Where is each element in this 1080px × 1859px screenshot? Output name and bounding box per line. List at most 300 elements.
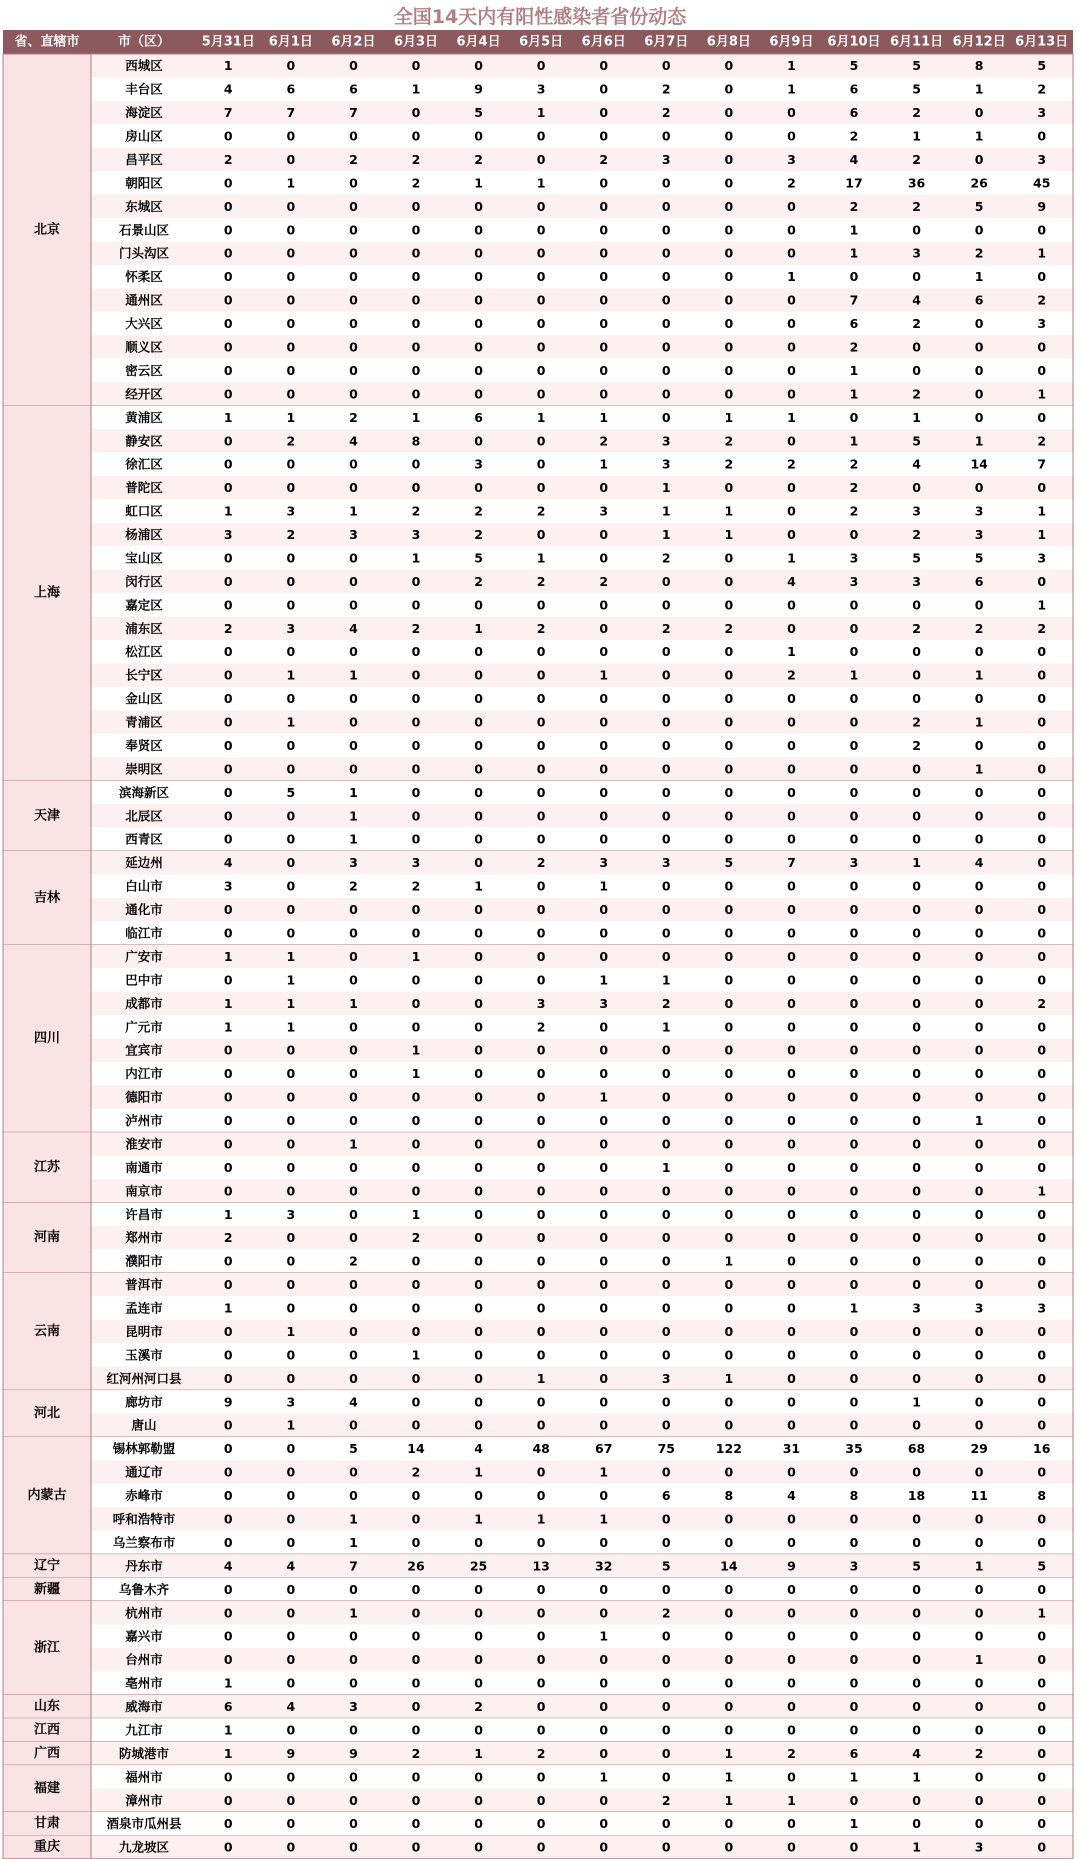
value-cell: 0 bbox=[474, 1417, 483, 1433]
value-cell: 0 bbox=[974, 1370, 984, 1386]
value-cell: 1 bbox=[849, 386, 859, 402]
value-cell: 0 bbox=[849, 995, 859, 1011]
value-cell: 0 bbox=[661, 1464, 671, 1480]
value-cell: 0 bbox=[474, 339, 483, 355]
city-label: 漳州市 bbox=[125, 1792, 163, 1808]
value-cell: 0 bbox=[599, 81, 609, 97]
value-cell: 0 bbox=[849, 1253, 859, 1269]
value-cell: 0 bbox=[349, 1769, 358, 1785]
value-cell: 0 bbox=[599, 1816, 609, 1832]
value-cell: 0 bbox=[536, 362, 546, 378]
value-cell: 0 bbox=[974, 1394, 984, 1410]
value-cell: 0 bbox=[349, 222, 358, 238]
value-cell: 0 bbox=[1037, 1792, 1047, 1808]
value-cell: 0 bbox=[474, 1066, 483, 1082]
value-cell: 0 bbox=[536, 1159, 546, 1175]
value-cell: 0 bbox=[223, 1253, 233, 1269]
table-row bbox=[91, 992, 1073, 1015]
value-cell: 0 bbox=[599, 1581, 609, 1597]
value-cell: 0 bbox=[349, 1675, 358, 1691]
value-cell: 0 bbox=[724, 831, 734, 847]
value-cell: 0 bbox=[1037, 1417, 1047, 1433]
value-cell: 0 bbox=[411, 691, 421, 707]
value-cell: 0 bbox=[974, 995, 984, 1011]
table-row bbox=[91, 874, 1073, 897]
value-cell: 2 bbox=[536, 573, 546, 589]
value-cell: 1 bbox=[974, 1113, 984, 1129]
value-cell: 0 bbox=[349, 362, 358, 378]
value-cell: 7 bbox=[286, 105, 296, 121]
value-cell: 0 bbox=[661, 737, 671, 753]
value-cell: 0 bbox=[787, 1511, 796, 1527]
value-cell: 0 bbox=[286, 1652, 296, 1668]
value-cell: 3 bbox=[912, 245, 921, 261]
value-cell: 1 bbox=[349, 1605, 358, 1621]
value-cell: 0 bbox=[349, 1628, 358, 1644]
value-cell: 0 bbox=[286, 902, 296, 918]
value-cell: 0 bbox=[536, 1488, 546, 1504]
value-cell: 4 bbox=[912, 292, 921, 308]
value-cell: 0 bbox=[411, 1488, 421, 1504]
value-cell: 0 bbox=[1037, 1745, 1047, 1761]
value-cell: 0 bbox=[661, 1699, 671, 1715]
table-row bbox=[91, 1484, 1073, 1507]
value-cell: 0 bbox=[724, 948, 734, 964]
value-cell: 0 bbox=[974, 480, 984, 496]
value-cell: 2 bbox=[411, 151, 421, 167]
value-cell: 2 bbox=[974, 620, 984, 636]
value-cell: 0 bbox=[286, 386, 296, 402]
value-cell: 0 bbox=[474, 644, 483, 660]
value-cell: 0 bbox=[536, 1464, 546, 1480]
value-cell: 0 bbox=[661, 1745, 671, 1761]
value-cell: 0 bbox=[849, 1628, 859, 1644]
value-cell: 0 bbox=[286, 128, 296, 144]
value-cell: 0 bbox=[349, 386, 358, 402]
value-cell: 32 bbox=[595, 1558, 613, 1574]
value-cell: 0 bbox=[787, 1277, 796, 1293]
value-cell: 0 bbox=[661, 1347, 671, 1363]
value-cell: 2 bbox=[411, 878, 421, 894]
value-cell: 0 bbox=[599, 58, 609, 74]
value-cell: 0 bbox=[912, 1534, 921, 1550]
value-cell: 0 bbox=[286, 597, 296, 613]
value-cell: 5 bbox=[974, 550, 984, 566]
table-row bbox=[91, 1624, 1073, 1647]
value-cell: 0 bbox=[787, 292, 796, 308]
value-cell: 1 bbox=[974, 761, 984, 777]
table-row bbox=[91, 828, 1073, 851]
value-cell: 0 bbox=[286, 316, 296, 332]
value-cell: 0 bbox=[411, 1628, 421, 1644]
value-cell: 1 bbox=[411, 409, 421, 425]
value-cell: 0 bbox=[661, 1136, 671, 1152]
value-cell: 0 bbox=[1037, 972, 1047, 988]
value-cell: 0 bbox=[474, 292, 483, 308]
value-cell: 0 bbox=[223, 245, 233, 261]
value-cell: 29 bbox=[970, 1441, 988, 1457]
value-cell: 0 bbox=[724, 245, 734, 261]
value-cell: 0 bbox=[787, 1323, 796, 1339]
value-cell: 0 bbox=[724, 597, 734, 613]
value-cell: 0 bbox=[787, 1253, 796, 1269]
value-cell: 0 bbox=[411, 1370, 421, 1386]
value-cell: 0 bbox=[223, 1628, 233, 1644]
value-cell: 0 bbox=[974, 784, 984, 800]
value-cell: 1 bbox=[223, 58, 233, 74]
value-cell: 0 bbox=[411, 245, 421, 261]
value-cell: 0 bbox=[223, 972, 233, 988]
value-cell: 1 bbox=[1037, 503, 1047, 519]
value-cell: 0 bbox=[661, 386, 671, 402]
value-cell: 0 bbox=[349, 644, 358, 660]
value-cell: 0 bbox=[1037, 1699, 1047, 1715]
value-cell: 1 bbox=[349, 995, 358, 1011]
value-cell: 0 bbox=[849, 714, 859, 730]
value-cell: 0 bbox=[724, 1089, 734, 1105]
value-cell: 0 bbox=[599, 386, 609, 402]
city-label: 宝山区 bbox=[125, 550, 163, 566]
value-cell: 0 bbox=[912, 1323, 921, 1339]
table-row bbox=[91, 734, 1073, 757]
table-row bbox=[91, 54, 1073, 77]
value-cell: 0 bbox=[787, 1206, 796, 1222]
value-cell: 0 bbox=[536, 1113, 546, 1129]
value-cell: 0 bbox=[787, 316, 796, 332]
value-cell: 0 bbox=[411, 292, 421, 308]
header-date: 6月1日 bbox=[268, 34, 313, 50]
value-cell: 0 bbox=[286, 1253, 296, 1269]
value-cell: 6 bbox=[349, 81, 358, 97]
value-cell: 5 bbox=[974, 198, 984, 214]
value-cell: 45 bbox=[1033, 175, 1051, 191]
value-cell: 0 bbox=[223, 222, 233, 238]
value-cell: 11 bbox=[970, 1488, 988, 1504]
value-cell: 0 bbox=[724, 644, 734, 660]
value-cell: 16 bbox=[1033, 1441, 1051, 1457]
value-cell: 0 bbox=[724, 972, 734, 988]
value-cell: 0 bbox=[223, 128, 233, 144]
value-cell: 0 bbox=[787, 1839, 796, 1855]
city-label: 嘉兴市 bbox=[125, 1628, 163, 1644]
value-cell: 0 bbox=[223, 480, 233, 496]
value-cell: 0 bbox=[661, 292, 671, 308]
value-cell: 0 bbox=[349, 1488, 358, 1504]
value-cell: 36 bbox=[907, 175, 926, 191]
table-row bbox=[91, 1109, 1073, 1132]
value-cell: 0 bbox=[724, 737, 734, 753]
value-cell: 0 bbox=[599, 105, 609, 121]
table-row bbox=[91, 945, 1073, 968]
value-cell: 0 bbox=[974, 386, 984, 402]
value-cell: 1 bbox=[411, 81, 421, 97]
value-cell: 1 bbox=[286, 948, 296, 964]
value-cell: 0 bbox=[349, 948, 358, 964]
value-cell: 0 bbox=[787, 691, 796, 707]
value-cell: 0 bbox=[787, 480, 796, 496]
city-label: 杭州市 bbox=[125, 1605, 163, 1621]
value-cell: 2 bbox=[912, 620, 921, 636]
value-cell: 0 bbox=[974, 151, 984, 167]
value-cell: 0 bbox=[474, 1394, 483, 1410]
value-cell: 0 bbox=[912, 1464, 921, 1480]
value-cell: 0 bbox=[661, 1534, 671, 1550]
value-cell: 1 bbox=[349, 667, 358, 683]
value-cell: 0 bbox=[787, 503, 796, 519]
value-cell: 2 bbox=[912, 386, 921, 402]
value-cell: 0 bbox=[286, 362, 296, 378]
value-cell: 1 bbox=[912, 409, 921, 425]
value-cell: 2 bbox=[912, 737, 921, 753]
value-cell: 0 bbox=[349, 972, 358, 988]
value-cell: 4 bbox=[849, 151, 859, 167]
table-row bbox=[91, 1390, 1073, 1413]
value-cell: 0 bbox=[849, 1722, 859, 1738]
value-cell: 0 bbox=[223, 1605, 233, 1621]
value-cell: 2 bbox=[661, 995, 671, 1011]
value-cell: 1 bbox=[849, 245, 859, 261]
value-cell: 0 bbox=[849, 1699, 859, 1715]
value-cell: 1 bbox=[599, 1769, 609, 1785]
value-cell: 6 bbox=[849, 81, 859, 97]
city-label: 怀柔区 bbox=[125, 269, 163, 285]
value-cell: 0 bbox=[474, 1347, 483, 1363]
value-cell: 0 bbox=[1037, 831, 1047, 847]
value-cell: 0 bbox=[286, 1792, 296, 1808]
value-cell: 2 bbox=[474, 1699, 483, 1715]
value-cell: 0 bbox=[223, 1136, 233, 1152]
value-cell: 0 bbox=[286, 831, 296, 847]
value-cell: 0 bbox=[286, 1136, 296, 1152]
value-cell: 0 bbox=[912, 644, 921, 660]
value-cell: 0 bbox=[849, 1066, 859, 1082]
value-cell: 1 bbox=[536, 105, 546, 121]
value-cell: 0 bbox=[223, 1089, 233, 1105]
value-cell: 3 bbox=[661, 1370, 671, 1386]
city-label: 赤峰市 bbox=[125, 1488, 163, 1504]
value-cell: 0 bbox=[599, 691, 609, 707]
value-cell: 0 bbox=[912, 1605, 921, 1621]
header-city: 市（区） bbox=[117, 34, 171, 50]
value-cell: 0 bbox=[787, 1230, 796, 1246]
value-cell: 1 bbox=[223, 1300, 233, 1316]
value-cell: 9 bbox=[1037, 198, 1047, 214]
value-cell: 0 bbox=[349, 1277, 358, 1293]
value-cell: 0 bbox=[912, 1042, 921, 1058]
value-cell: 1 bbox=[286, 1323, 296, 1339]
value-cell: 6 bbox=[286, 81, 296, 97]
table-row bbox=[91, 1437, 1073, 1460]
value-cell: 0 bbox=[474, 1628, 483, 1644]
value-cell: 0 bbox=[912, 761, 921, 777]
value-cell: 0 bbox=[974, 1066, 984, 1082]
value-cell: 0 bbox=[661, 128, 671, 144]
value-cell: 0 bbox=[223, 1277, 233, 1293]
value-cell: 14 bbox=[970, 456, 988, 472]
value-cell: 0 bbox=[974, 1230, 984, 1246]
value-cell: 0 bbox=[411, 1089, 421, 1105]
value-cell: 0 bbox=[474, 1370, 483, 1386]
value-cell: 0 bbox=[411, 1417, 421, 1433]
value-cell: 0 bbox=[912, 925, 921, 941]
value-cell: 1 bbox=[787, 58, 796, 74]
value-cell: 0 bbox=[599, 597, 609, 613]
value-cell: 0 bbox=[912, 1136, 921, 1152]
value-cell: 0 bbox=[474, 1113, 483, 1129]
value-cell: 0 bbox=[599, 1722, 609, 1738]
value-cell: 0 bbox=[536, 714, 546, 730]
value-cell: 0 bbox=[849, 831, 859, 847]
value-cell: 0 bbox=[912, 1277, 921, 1293]
city-label: 玉溪市 bbox=[125, 1347, 163, 1363]
value-cell: 0 bbox=[661, 1417, 671, 1433]
value-cell: 1 bbox=[661, 480, 671, 496]
value-cell: 0 bbox=[974, 1464, 984, 1480]
value-cell: 0 bbox=[223, 1159, 233, 1175]
value-cell: 0 bbox=[599, 1159, 609, 1175]
value-cell: 0 bbox=[411, 1277, 421, 1293]
value-cell: 0 bbox=[787, 1042, 796, 1058]
value-cell: 0 bbox=[223, 1769, 233, 1785]
value-cell: 0 bbox=[849, 808, 859, 824]
value-cell: 0 bbox=[849, 972, 859, 988]
value-cell: 0 bbox=[724, 1605, 734, 1621]
value-cell: 0 bbox=[599, 527, 609, 543]
value-cell: 2 bbox=[411, 1745, 421, 1761]
value-cell: 0 bbox=[849, 1605, 859, 1621]
value-cell: 5 bbox=[661, 1558, 671, 1574]
value-cell: 0 bbox=[724, 316, 734, 332]
value-cell: 0 bbox=[411, 1652, 421, 1668]
value-cell: 6 bbox=[223, 1699, 233, 1715]
value-cell: 0 bbox=[787, 784, 796, 800]
value-cell: 0 bbox=[286, 1722, 296, 1738]
value-cell: 0 bbox=[411, 573, 421, 589]
value-cell: 1 bbox=[787, 269, 796, 285]
value-cell: 0 bbox=[223, 1323, 233, 1339]
value-cell: 0 bbox=[349, 1300, 358, 1316]
value-cell: 0 bbox=[787, 902, 796, 918]
value-cell: 0 bbox=[474, 1230, 483, 1246]
value-cell: 0 bbox=[974, 972, 984, 988]
value-cell: 0 bbox=[974, 409, 984, 425]
value-cell: 0 bbox=[536, 1089, 546, 1105]
value-cell: 0 bbox=[1037, 1581, 1047, 1597]
city-label: 孟连市 bbox=[125, 1300, 163, 1316]
value-cell: 0 bbox=[599, 550, 609, 566]
value-cell: 1 bbox=[599, 409, 609, 425]
value-cell: 1 bbox=[536, 409, 546, 425]
value-cell: 9 bbox=[787, 1558, 796, 1574]
value-cell: 0 bbox=[912, 1206, 921, 1222]
value-cell: 0 bbox=[724, 550, 734, 566]
province-label: 新疆 bbox=[33, 1581, 61, 1597]
value-cell: 0 bbox=[286, 1488, 296, 1504]
province-label: 江苏 bbox=[33, 1159, 61, 1175]
city-label: 淮安市 bbox=[125, 1136, 163, 1152]
value-cell: 0 bbox=[286, 1066, 296, 1082]
value-cell: 0 bbox=[411, 1839, 421, 1855]
value-cell: 0 bbox=[912, 995, 921, 1011]
value-cell: 5 bbox=[349, 1441, 358, 1457]
value-cell: 0 bbox=[536, 1605, 546, 1621]
value-cell: 0 bbox=[536, 784, 546, 800]
value-cell: 0 bbox=[599, 784, 609, 800]
value-cell: 0 bbox=[724, 292, 734, 308]
value-cell: 0 bbox=[474, 925, 483, 941]
value-cell: 0 bbox=[724, 1394, 734, 1410]
value-cell: 0 bbox=[536, 1699, 546, 1715]
header-date: 6月9日 bbox=[769, 34, 814, 50]
value-cell: 2 bbox=[849, 503, 859, 519]
table-row bbox=[91, 1343, 1073, 1366]
value-cell: 1 bbox=[286, 1019, 296, 1035]
value-cell: 1 bbox=[599, 878, 609, 894]
value-cell: 2 bbox=[724, 433, 734, 449]
value-cell: 2 bbox=[787, 1745, 796, 1761]
value-cell: 1 bbox=[599, 1464, 609, 1480]
value-cell: 0 bbox=[599, 1370, 609, 1386]
value-cell: 0 bbox=[411, 714, 421, 730]
header-date: 6月12日 bbox=[952, 34, 1006, 50]
value-cell: 4 bbox=[912, 456, 921, 472]
value-cell: 0 bbox=[474, 995, 483, 1011]
value-cell: 6 bbox=[849, 316, 859, 332]
value-cell: 0 bbox=[599, 1277, 609, 1293]
value-cell: 0 bbox=[1037, 1347, 1047, 1363]
value-cell: 0 bbox=[286, 292, 296, 308]
value-cell: 0 bbox=[599, 1488, 609, 1504]
value-cell: 6 bbox=[974, 292, 984, 308]
value-cell: 0 bbox=[411, 58, 421, 74]
value-cell: 1 bbox=[411, 948, 421, 964]
value-cell: 0 bbox=[411, 808, 421, 824]
value-cell: 0 bbox=[411, 128, 421, 144]
header-date: 6月11日 bbox=[890, 34, 944, 50]
value-cell: 0 bbox=[599, 1675, 609, 1691]
value-cell: 0 bbox=[411, 480, 421, 496]
value-cell: 0 bbox=[536, 597, 546, 613]
value-cell: 0 bbox=[536, 1277, 546, 1293]
value-cell: 0 bbox=[849, 1675, 859, 1691]
value-cell: 1 bbox=[661, 527, 671, 543]
value-cell: 3 bbox=[411, 855, 421, 871]
header-date: 5月31日 bbox=[201, 34, 255, 50]
value-cell: 0 bbox=[536, 1066, 546, 1082]
value-cell: 4 bbox=[349, 620, 358, 636]
table-row bbox=[91, 523, 1073, 546]
value-cell: 0 bbox=[724, 1113, 734, 1129]
value-cell: 0 bbox=[599, 175, 609, 191]
value-cell: 0 bbox=[599, 1605, 609, 1621]
value-cell: 0 bbox=[1037, 1722, 1047, 1738]
value-cell: 6 bbox=[474, 409, 483, 425]
value-cell: 0 bbox=[536, 1183, 546, 1199]
value-cell: 0 bbox=[599, 339, 609, 355]
table-row bbox=[91, 1156, 1073, 1179]
value-cell: 0 bbox=[286, 737, 296, 753]
value-cell: 1 bbox=[787, 1792, 796, 1808]
value-cell: 0 bbox=[599, 1019, 609, 1035]
value-cell: 0 bbox=[724, 1277, 734, 1293]
value-cell: 1 bbox=[223, 1745, 233, 1761]
table-row bbox=[91, 1015, 1073, 1038]
value-cell: 0 bbox=[661, 409, 671, 425]
value-cell: 0 bbox=[223, 737, 233, 753]
value-cell: 0 bbox=[349, 316, 358, 332]
value-cell: 0 bbox=[974, 1511, 984, 1527]
value-cell: 0 bbox=[474, 1534, 483, 1550]
